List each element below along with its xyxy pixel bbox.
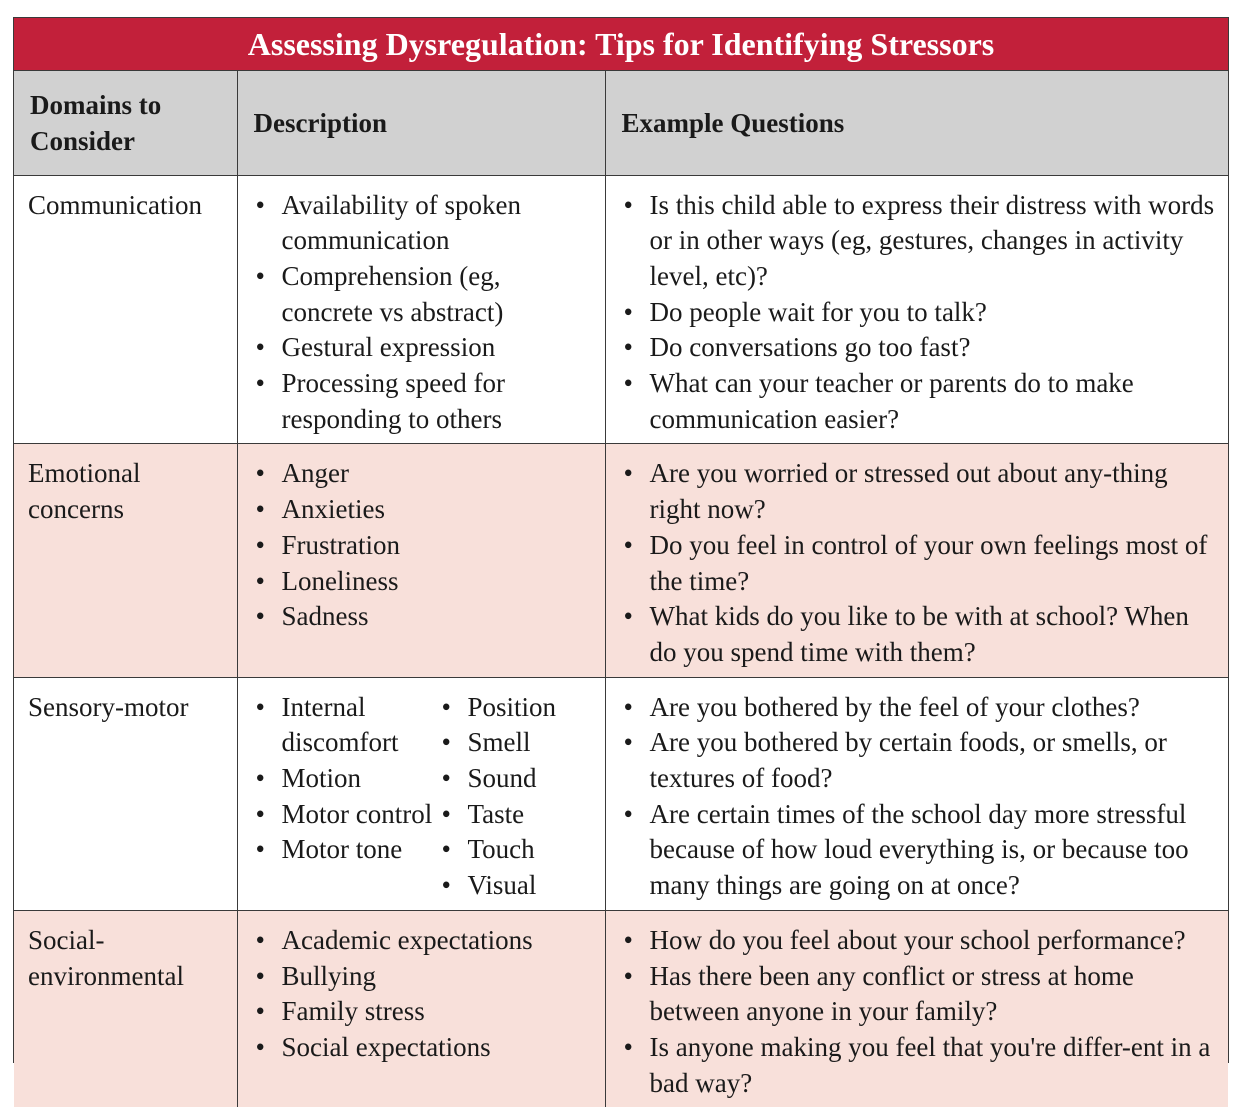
list-item: • Sound [441, 763, 537, 794]
list-item: • Academic expectations [255, 924, 533, 955]
domain-cell [14, 910, 237, 1107]
list-item: • Has there been any conflict or stress at home between anyone in your family? [623, 960, 1134, 1027]
list-item: • Processing speed for responding to others [255, 368, 505, 434]
description-cell [237, 910, 605, 1107]
list-item: • Taste [441, 798, 525, 829]
header-row [14, 71, 1228, 175]
list-item: • Family stress [255, 996, 425, 1027]
header-domains: Domains to Consider [14, 71, 237, 175]
table-row [14, 677, 1228, 910]
list-item: • Anger [255, 458, 349, 489]
list-item: • Frustration [255, 529, 400, 560]
header-questions: Example Questions [605, 71, 1228, 175]
table-row [14, 175, 1228, 444]
list-item: • Do conversations go too fast? [623, 332, 971, 363]
list-item: • Are certain times of the school day more stressful because of how loud everything is, or because too many things are going on at once? [623, 798, 1189, 901]
list-item: • Gestural expression [255, 332, 496, 363]
list-item: • What can your teacher or parents do to make communication easier? [623, 368, 1134, 434]
list-item: • Do you feel in control of your own feelings most of the time? [623, 529, 1208, 596]
table-row [14, 444, 1228, 677]
list-item: • Motor tone [255, 834, 403, 865]
list-item: • Do people wait for you to talk? [623, 296, 987, 327]
list-item: • Motion [255, 763, 362, 794]
list-item: • Touch [441, 834, 535, 865]
list-item: • Loneliness [255, 565, 399, 596]
description-cell [237, 444, 605, 677]
list-item: • Anxieties [255, 494, 385, 525]
domain-label: Emotional concerns [28, 458, 141, 525]
list-item: • Are you worried or stressed out about any-thing right now? [623, 458, 1168, 525]
list-item: • Is anyone making you feel that you're differ-ent in a bad way? [623, 1031, 1211, 1098]
domain-cell [14, 444, 237, 677]
list-item: • Bullying [255, 960, 377, 991]
list-item: • Are you bothered by certain foods, or smells, or textures of food? [623, 727, 1167, 794]
list-item: • Smell [441, 727, 531, 758]
list-item: • How do you feel about your school performance? [623, 924, 1186, 955]
list-item: • Internal discomfort [255, 691, 399, 758]
list-item: • Visual [441, 870, 537, 901]
list-item: • Position [441, 691, 557, 722]
list-item: • Comprehension (eg, concrete vs abstract) [255, 260, 504, 327]
questions-cell [605, 677, 1228, 910]
domain-label: Social-environmental [28, 924, 184, 991]
domain-label: Communication [28, 189, 202, 220]
description-cell [237, 677, 605, 910]
list-item: • Sadness [255, 601, 369, 632]
header-description: Description [237, 71, 605, 175]
list-item: • Availability of spoken communication [255, 189, 521, 256]
questions-cell [605, 444, 1228, 677]
list-item: • Motor control [255, 798, 433, 829]
domain-cell [14, 677, 237, 910]
domain-cell [14, 175, 237, 444]
questions-cell [605, 175, 1228, 444]
table-title: Assessing Dysregulation: Tips for Identifying Stressors [14, 18, 1228, 71]
stressors-table-frame [13, 17, 1229, 1098]
list-item: • Social expectations [255, 1031, 491, 1062]
list-item: • Is this child able to express their distress with words or in other ways (eg, gestures, changes in activity level, etc)? [623, 189, 1215, 291]
list-item: • Are you bothered by the feel of your clothes? [623, 691, 1140, 722]
description-cell [237, 175, 605, 444]
table-row [14, 910, 1228, 1107]
domain-label: Sensory-motor [28, 691, 189, 722]
list-item: • What kids do you like to be with at school? When do you spend time with them? [623, 601, 1189, 667]
stressors-table [14, 71, 1228, 1107]
questions-cell [605, 910, 1228, 1107]
